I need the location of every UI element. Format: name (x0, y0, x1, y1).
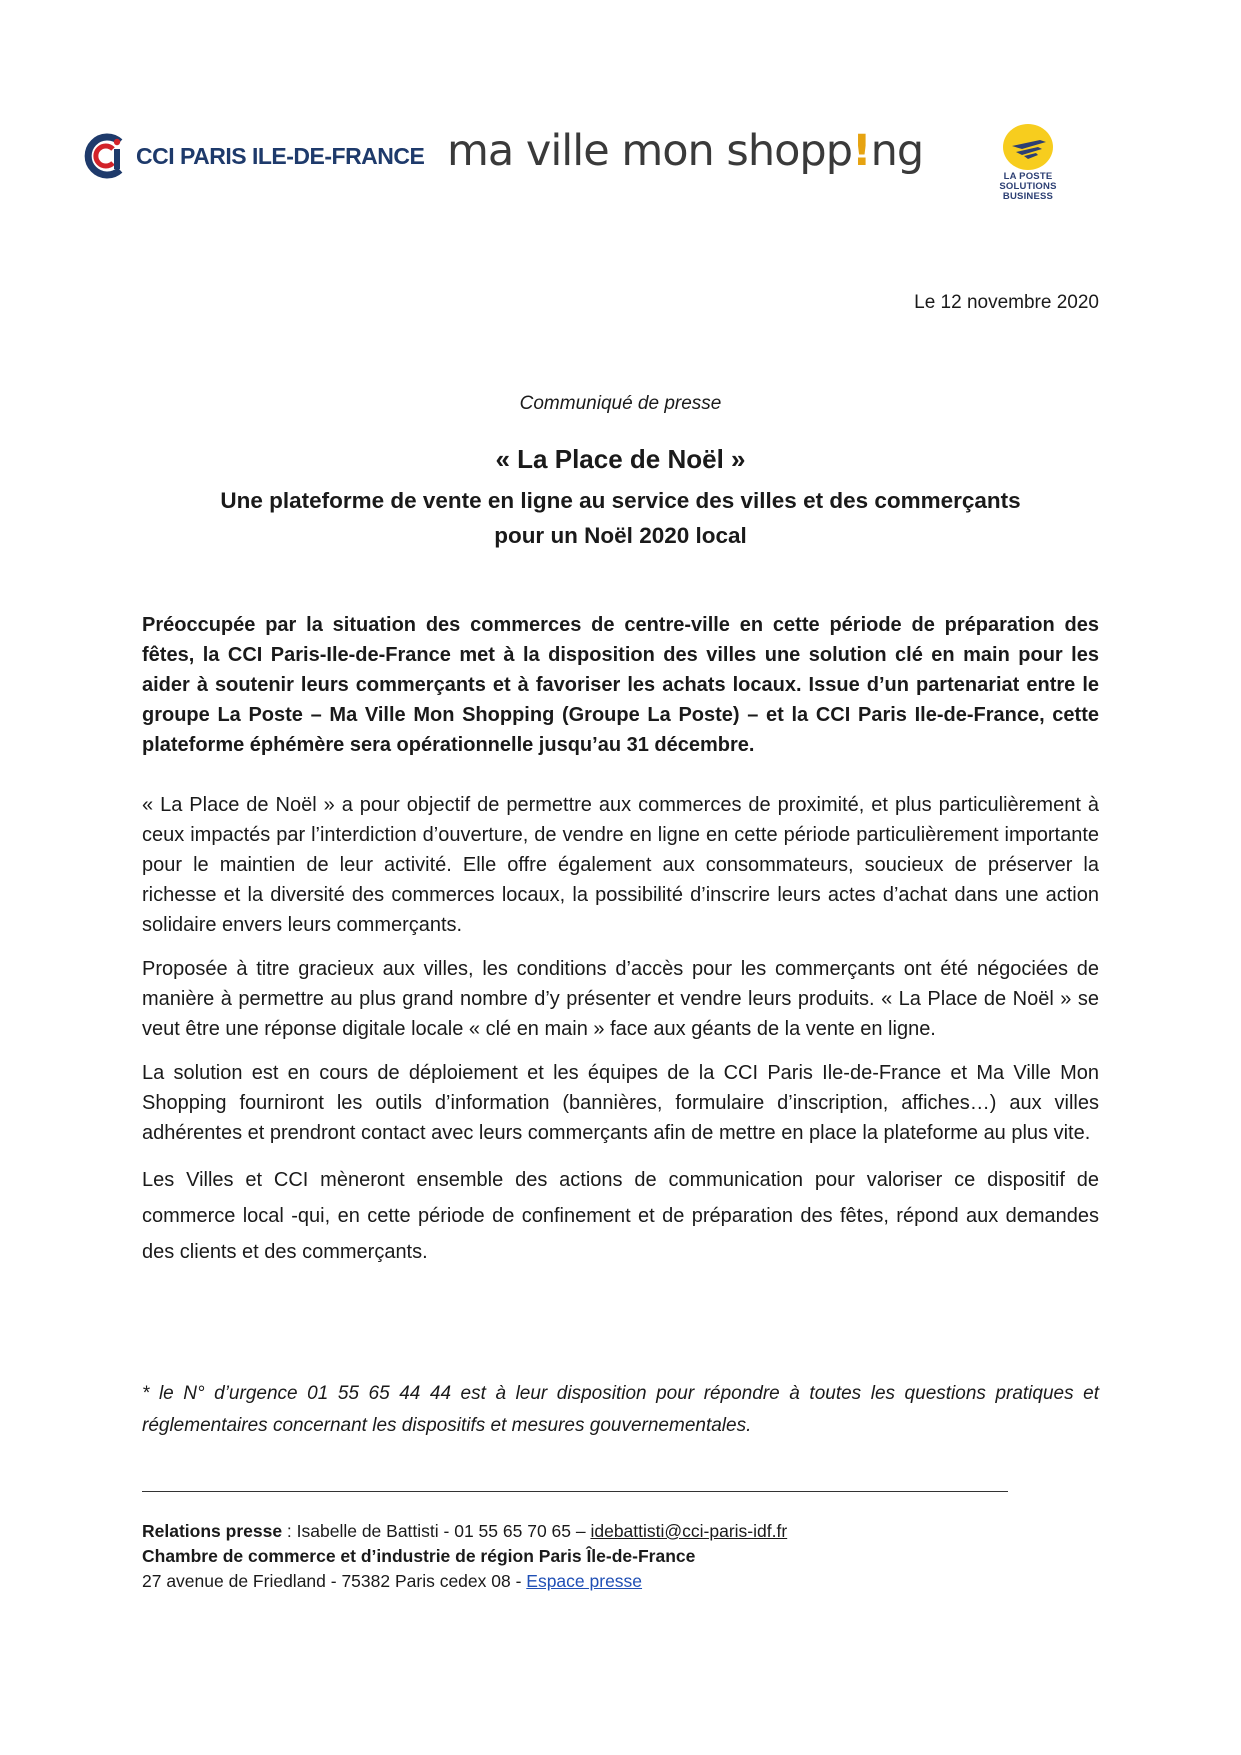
subtitle-line-1: Une plateforme de vente en ligne au service des villes et des commerçants (220, 488, 1021, 513)
lead-paragraph: Préoccupée par la situation des commerces de centre-ville en cette période de préparation des fêtes, la CCI Paris-Ile-de-France met à la disposition des villes une solution clé en main pour les aider à soutenir leurs commerçants et à favoriser les achats locaux. Issue d’un partenariat entre le groupe La Poste – Ma Ville Mon Shopping (Groupe La Poste) – et la CCI Paris Ile-de-France, cette plateforme éphémère sera opérationnelle jusqu’au 31 décembre. (142, 614, 1099, 756)
paragraph-3: La solution est en cours de déploiement et les équipes de la CCI Paris Ile-de-France et Ma Ville Mon Shopping fourniront les outils d’information (bannières, formulaire d’inscription, affiches…) aux villes adhérentes et prendront contact avec leurs commerçants afin de mettre en place la plateforme au plus vite. (142, 1062, 1099, 1144)
laposte-text-2: SOLUTIONS (999, 181, 1057, 192)
press-relations-row (142, 1519, 787, 1544)
press-relations-label: Relations presse (142, 1521, 283, 1541)
mvms-logo-text-1: ma ville mon shopp (447, 126, 852, 176)
paragraph-1: « La Place de Noël » a pour objectif de permettre aux commerces de proximité, et plus particulièrement à ceux impactés par l’interdiction d’ouverture, de vendre en ligne en cette période particulièrement importante pour le maintien de leur activité. Elle offre également aux consommateurs, soucieux de préserver la richesse et la diversité des commerces locaux, la possibilité d’inscrire leurs actes d’achat dans une action solidaire envers leurs commerçants. (142, 794, 1099, 936)
paragraph-2: Proposée à titre gracieux aux villes, les conditions d’accès pour les commerçants ont été négociées de manière à permettre au plus grand nombre d’y présenter et vendre leurs produits. « La Place de Noël » se veut être une réponse digitale locale « clé en main » face aux géants de la vente en ligne. (142, 958, 1099, 1040)
separator-line (142, 1491, 1008, 1492)
laposte-bird-icon (1002, 122, 1054, 172)
footnote: * le N° d’urgence 01 55 65 44 44 est à leur disposition pour répondre à toutes les questions pratiques et réglementaires concernant les dispositifs et mesures gouvernementales. (142, 1383, 1099, 1436)
document-subtitle (140, 483, 1101, 553)
cci-logo-text: CCI PARIS ILE-DE-FRANCE (136, 142, 425, 169)
organization-row (142, 1544, 787, 1569)
cci-emblem-icon (80, 131, 130, 181)
cci-logo (80, 130, 424, 182)
mavillemonshopping-logo (447, 126, 923, 176)
organization-name: Chambre de commerce et d’industrie de région Paris Île-de-France (142, 1546, 696, 1566)
mvms-logo-text-2: ng (870, 126, 924, 176)
document-date: Le 12 novembre 2020 (914, 292, 1099, 313)
laposte-text-3: BUSINESS (1002, 191, 1054, 202)
address-text: 27 avenue de Friedland - 75382 Paris cedex 08 - (142, 1571, 527, 1591)
mvms-logo-exclamation: ! (852, 126, 871, 176)
press-email-link[interactable]: idebattisti@cci-paris-idf.fr (590, 1521, 788, 1541)
press-relations-text: : Isabelle de Battisti - 01 55 65 70 65 – (282, 1521, 591, 1541)
address-row (142, 1569, 787, 1594)
paragraph-4: Les Villes et CCI mèneront ensemble des actions de communication pour valoriser ce dispositif de commerce local -qui, en cette période de confinement et de préparation des fêtes, répond aux demandes des clients et des commerçants. (142, 1169, 1099, 1263)
laposte-logo (988, 122, 1068, 202)
press-contacts (142, 1519, 787, 1594)
document-title: « La Place de Noël » (495, 444, 746, 474)
press-space-link[interactable]: Espace presse (526, 1571, 643, 1591)
laposte-text-1: LA POSTE (1003, 171, 1053, 182)
subtitle-line-2: pour un Noël 2020 local (494, 523, 747, 548)
press-release-label: Communiqué de presse (519, 393, 722, 414)
document-body (142, 610, 1099, 1284)
